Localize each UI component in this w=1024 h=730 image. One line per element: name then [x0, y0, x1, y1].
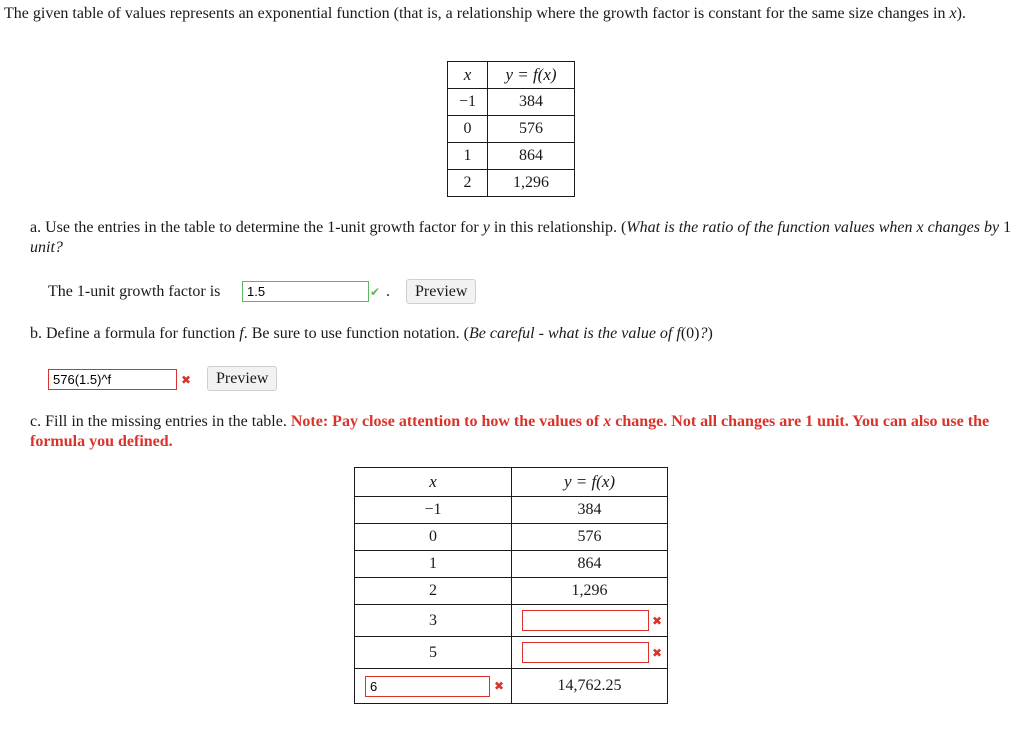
x-icon: ✖	[652, 613, 663, 628]
cell-x: 2	[448, 170, 488, 197]
cell-y-input-wrap	[512, 605, 668, 637]
x-icon: ✖	[494, 679, 505, 693]
table-header-y: y = f(x)	[488, 62, 575, 89]
cell-x-input-wrap	[355, 669, 512, 704]
cell-x: −1	[355, 497, 512, 524]
table-header-x: x	[355, 468, 512, 497]
values-table	[447, 61, 575, 197]
cell-y: 864	[512, 551, 668, 578]
cell-y: 14,762.25	[512, 669, 668, 704]
cell-x: −1	[448, 89, 488, 116]
intro-text: The given table of values represents an exponential function (that is, a relationship where the growth factor is constant for the same size changes in	[4, 5, 950, 22]
table-row	[448, 89, 575, 116]
part-c-question: c. Fill in the missing entries in the table. Note: Pay close attention to how the values of x change. Not all changes are 1 unit. You can also use the formula you defined.	[30, 413, 990, 450]
cell-x: 0	[355, 524, 512, 551]
preview-button-a[interactable]: Preview	[406, 279, 476, 304]
formula-input[interactable]	[48, 369, 177, 390]
cell-y: 384	[512, 497, 668, 524]
x-icon: ✖	[652, 645, 663, 660]
part-a-question: a. Use the entries in the table to determine the 1-unit growth factor for y in this relationship. (What is the ratio of the function values when x changes by 1 unit?	[30, 219, 1012, 256]
fill-in-table	[354, 467, 668, 704]
cell-x: 1	[355, 551, 512, 578]
table-row	[355, 669, 668, 704]
table-row	[448, 116, 575, 143]
intro-text-end: ).	[956, 5, 966, 22]
period: .	[386, 283, 390, 300]
intro-var: x	[949, 5, 957, 22]
check-icon: ✔	[370, 285, 381, 299]
preview-button-b[interactable]: Preview	[207, 366, 277, 391]
cell-y: 384	[488, 89, 575, 116]
cell-y: 864	[488, 143, 575, 170]
cell-y: 1,296	[488, 170, 575, 197]
cell-x: 1	[448, 143, 488, 170]
growth-factor-input[interactable]	[242, 281, 369, 302]
table-row	[448, 170, 575, 197]
cell-y-input-wrap	[512, 637, 668, 669]
table-row	[355, 497, 668, 524]
table-row	[355, 605, 668, 637]
cell-x: 3	[355, 605, 512, 637]
part-b-question: b. Define a formula for function f. Be sure to use function notation. (Be careful - what is the value of f(0)?)	[30, 325, 713, 342]
y-at-3-input[interactable]	[522, 610, 649, 631]
cell-y: 1,296	[512, 578, 668, 605]
y-at-5-input[interactable]	[522, 642, 649, 663]
intro-paragraph	[4, 4, 1020, 24]
cell-x: 2	[355, 578, 512, 605]
cell-y: 576	[488, 116, 575, 143]
table-row	[355, 637, 668, 669]
cell-x: 0	[448, 116, 488, 143]
x-for-last-row-input[interactable]	[365, 676, 490, 697]
table-header-x: x	[448, 62, 488, 89]
x-icon: ✖	[181, 373, 192, 387]
cell-y: 576	[512, 524, 668, 551]
table-header-y: y = f(x)	[512, 468, 668, 497]
cell-x: 5	[355, 637, 512, 669]
table-row	[448, 143, 575, 170]
part-a-answer-label: The 1-unit growth factor is	[48, 283, 221, 300]
table-row	[355, 578, 668, 605]
table-row	[355, 551, 668, 578]
table-row	[355, 524, 668, 551]
